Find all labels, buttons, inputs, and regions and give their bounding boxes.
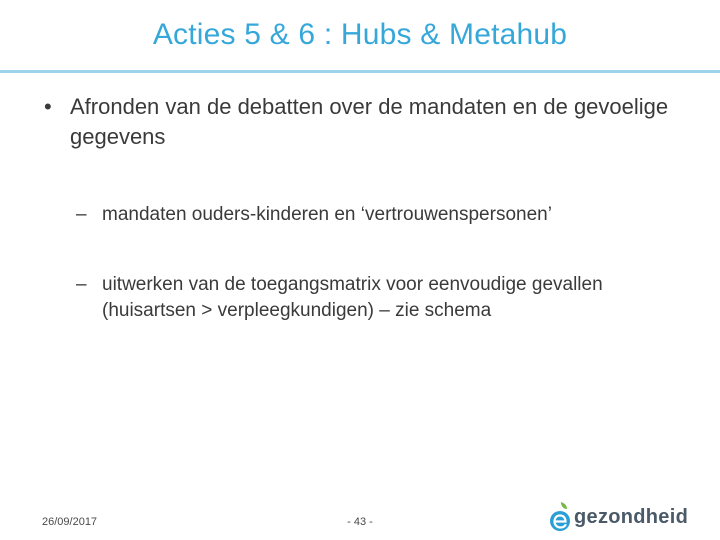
footer-page-number: - 43 - [347,516,373,528]
egezondheid-logo [548,500,698,534]
sub-bullet-text: mandaten ouders-kinderen en ‘vertrouwenspersonen’ [102,204,552,225]
slide-title: Acties 5 & 6 : Hubs & Metahub [152,18,568,51]
bullet-dot: • [44,94,52,119]
sub-bullet-dash: – [76,274,87,295]
logo-text: gezondheid [574,506,689,528]
footer-date: 26/09/2017 [42,516,98,528]
sub-bullet-text: uitwerken van de toegangsmatrix voor eenvoudige gevallen (huisartsen > verpleegkundigen) – zie schema [102,274,603,321]
sub-bullet-dash: – [76,204,87,225]
main-bullet-text: Afronden van de debatten over de mandaten en de gevoelige gegevens [70,94,669,149]
e-leaf-logo-icon [548,500,574,534]
